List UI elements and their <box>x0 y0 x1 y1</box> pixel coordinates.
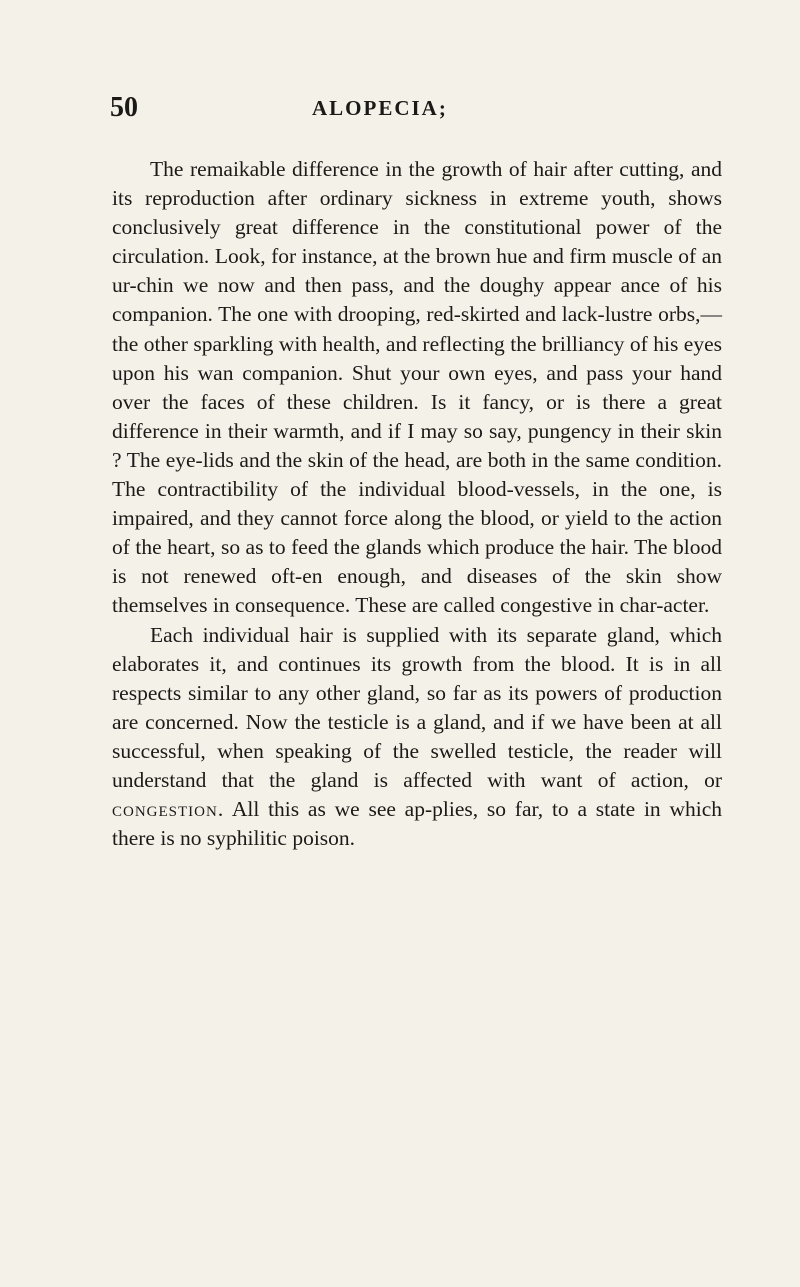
page-number: 50 <box>110 92 138 123</box>
page-header <box>110 92 710 132</box>
body-text <box>112 155 722 853</box>
paragraph-2-text: Each individual hair is supplied with its separate gland, which elaborates it, and continues its growth from the blood. It is in all respects similar to any other gland, so far as its powers of production are concerned. Now the testicle is a gland, and if we have been at all successful, when speaking of the swelled testicle, the reader will understand that the gland is affected with want of action, or <box>112 622 722 792</box>
running-head: ALOPECIA; <box>312 96 448 120</box>
paragraph-1: The remaikable difference in the growth of hair after cutting, and its reproduction after ordinary sickness in extreme youth, shows conclusively great difference in the constitutional power of the circulation. Look, for instance, at the brown hue and firm muscle of an ur-chin we now and then pass, and the doughy appear ance of his companion. The one with drooping, red-skirted and lack-lustre orbs,—the other sparkling with health, and reflecting the brilliancy of his eyes upon his wan companion. Shut your own eyes, and pass your hand over the faces of these children. Is it fancy, or is there a great difference in their warmth, and if I may so say, pungency in their skin ? The eye-lids and the skin of the head, are both in the same condition. The contractibility of the individual blood-vessels, in the one, is impaired, and they cannot force along the blood, or yield to the action of the heart, so as to feed the glands which produce the hair. The blood is not renewed oft-en enough, and diseases of the skin show themselves in consequence. These are called congestive in char-acter. <box>112 157 722 618</box>
paragraph-2-ending: All this as we see ap-plies, so far, to a state in which there is no syphilitic poison. <box>112 797 722 851</box>
congestion-term: congestion. <box>112 797 225 822</box>
paragraph-2 <box>112 621 722 854</box>
